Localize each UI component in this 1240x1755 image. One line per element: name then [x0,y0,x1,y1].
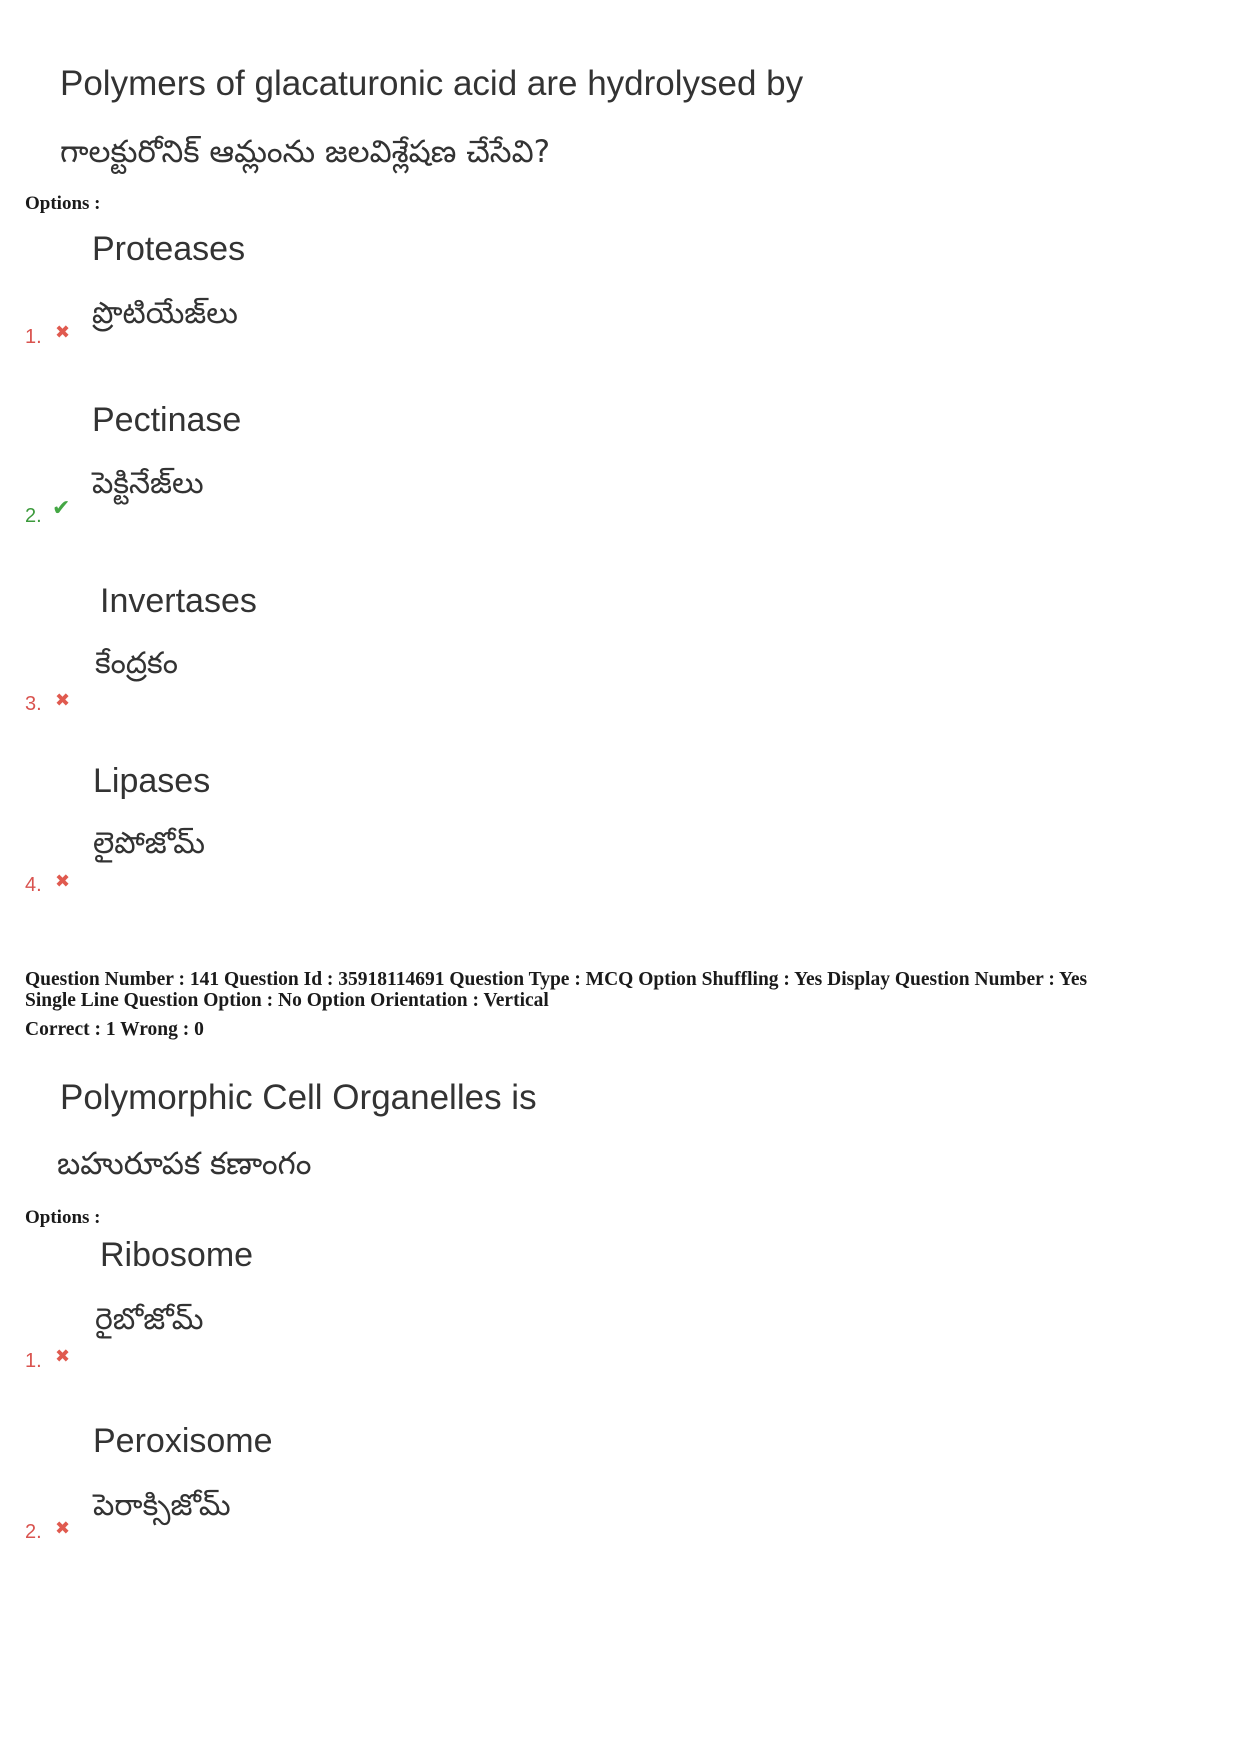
wrong-mark-icon: ✖ [55,1346,71,1367]
question-meta-line-1: Question Number : 141 Question Id : 35918114691 Question Type : MCQ Option Shuffling : Yes Display Question Number : Yes [25,969,1088,990]
option-text-en: Pectinase [92,401,242,439]
correct-check-icon: ✔ [52,496,71,521]
option-text-te: కేంద్రకం [95,646,178,681]
option-text-en: Invertases [100,582,257,620]
options-label: Options : [25,1207,101,1228]
question-2-text-te: బహురూపక కణాంగం [57,1146,312,1182]
option-text-te: ప్రొటియేజ్‌లు [92,296,238,331]
wrong-mark-icon: ✖ [55,871,71,892]
options-label: Options : [25,193,101,214]
option-text-te: పెక్టినేజ్‌లు [92,466,204,501]
option-text-en: Peroxisome [93,1422,273,1460]
question-meta-score: Correct : 1 Wrong : 0 [25,1019,204,1040]
question-1-text-en: Polymers of glacaturonic acid are hydrolysed by [60,64,804,103]
option-text-en: Lipases [93,762,211,800]
question-1-text-te: గాలక్టురోనిక్ ఆమ్లంను జలవిశ్లేషణ చేసేవి? [60,134,551,170]
option-number: 1. [25,326,42,348]
option-number: 1. [25,1350,42,1372]
wrong-mark-icon: ✖ [55,690,71,711]
option-text-te: లైపోజోమ్ [93,826,205,861]
option-text-en: Proteases [92,230,246,268]
option-text-te: రైబోజోమ్ [95,1302,204,1337]
wrong-mark-icon: ✖ [55,322,71,343]
question-meta-line-2: Single Line Question Option : No Option Orientation : Vertical [25,990,549,1011]
wrong-mark-icon: ✖ [55,1518,71,1539]
option-text-en: Ribosome [100,1236,254,1274]
option-text-te: పెరాక్సిజోమ్ [93,1488,231,1523]
option-number: 2. [25,505,42,527]
option-number: 3. [25,693,42,715]
option-number: 4. [25,874,42,896]
option-number: 2. [25,1521,42,1543]
question-2-text-en: Polymorphic Cell Organelles is [60,1078,537,1117]
